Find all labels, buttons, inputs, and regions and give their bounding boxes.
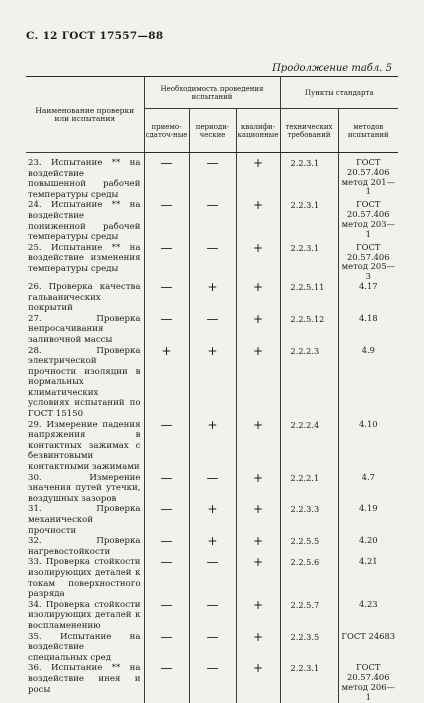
table-row: [26, 557, 398, 599]
cell-qualification: +: [236, 153, 280, 201]
cell-method: 4.18: [338, 314, 398, 346]
cell-method: ГОСТ 20.57.406 метод 201—1: [338, 153, 398, 201]
cell-method: 4.17: [338, 282, 398, 314]
cell-qualification: +: [236, 536, 280, 557]
row-name: 26. Проверка качества гальванических покрытий: [28, 281, 141, 314]
cell-clause: 2.2.2.4: [280, 420, 338, 473]
cell-acceptance: —: [144, 632, 189, 664]
cell-clause: 2.2.5.11: [280, 282, 338, 314]
cell-method: 4.19: [338, 504, 398, 536]
cell-acceptance: —: [144, 153, 189, 201]
cell-acceptance: —: [144, 200, 189, 242]
header-periodic: периоди-ческие: [189, 109, 236, 153]
cell-qualification: +: [236, 282, 280, 314]
cell-acceptance: —: [144, 282, 189, 314]
cell-method: 4.10: [338, 420, 398, 473]
cell-periodic: —: [189, 632, 236, 664]
cell-periodic: —: [189, 663, 236, 702]
cell-periodic: —: [189, 153, 236, 201]
cell-periodic: —: [189, 314, 236, 346]
row-name: 36. Испытание ** на воздействие инея и росы: [28, 663, 141, 695]
table-row: [26, 536, 398, 557]
cell-qualification: +: [236, 504, 280, 536]
row-name: 33. Проверка стойкости изолирующих деталей к токам поверхностного разряда: [28, 557, 141, 600]
cell-periodic: —: [189, 600, 236, 632]
header-test-methods: методов испытаний: [338, 109, 398, 153]
cell-acceptance: —: [144, 536, 189, 557]
cell-qualification: +: [236, 557, 280, 599]
cell-clause: 2.2.3.5: [280, 632, 338, 664]
header-acceptance: приемо-сдаточ-ные: [144, 109, 189, 153]
cell-periodic: +: [189, 504, 236, 536]
cell-acceptance: —: [144, 473, 189, 505]
cell-method: ГОСТ 20.57.406 метод 206—1: [338, 663, 398, 702]
table-row: [26, 346, 398, 420]
cell-method: ГОСТ 20.57.406 метод 203—1: [338, 200, 398, 242]
table-row: [26, 632, 398, 664]
cell-periodic: —: [189, 557, 236, 599]
header-qualification: квалифи-кационные: [236, 109, 280, 153]
cell-clause: 2.2.5.7: [280, 600, 338, 632]
table-row: [26, 243, 398, 282]
cell-clause: 2.2.3.1: [280, 243, 338, 282]
cell-method: 4.7: [338, 473, 398, 505]
row-name: 27. Проверка непросачивания заливочной массы: [28, 313, 141, 345]
table-row: [26, 282, 398, 314]
header-necessity: Необходимость проведения испытаний: [144, 77, 280, 109]
cell-acceptance: —: [144, 420, 189, 473]
table-row: [26, 504, 398, 536]
cell-method: 4.21: [338, 557, 398, 599]
row-name: 35. Испытание на воздействие специальных сред: [28, 631, 141, 663]
cell-acceptance: —: [144, 557, 189, 599]
row-name: 24. Испытание ** на воздействие пониженной рабочей температуры среды: [28, 200, 141, 243]
cell-acceptance: +: [144, 346, 189, 420]
header-clauses: Пункты стандарта: [280, 77, 398, 109]
table-row: [26, 600, 398, 632]
cell-periodic: —: [189, 200, 236, 242]
cell-qualification: +: [236, 600, 280, 632]
cell-qualification: +: [236, 243, 280, 282]
cell-clause: 2.2.2.1: [280, 473, 338, 505]
row-name: 30. Измерение значения путей утечки, воздушных зазоров: [28, 472, 141, 504]
row-name: 25. Испытание ** на воздействие изменения температуры среды: [28, 242, 141, 274]
cell-method: 4.20: [338, 536, 398, 557]
cell-qualification: +: [236, 663, 280, 702]
cell-periodic: +: [189, 420, 236, 473]
table-row: [26, 473, 398, 505]
cell-method: ГОСТ 24683: [338, 632, 398, 664]
cell-clause: 2.2.3.1: [280, 200, 338, 242]
cell-clause: 2.2.5.6: [280, 557, 338, 599]
cell-acceptance: —: [144, 314, 189, 346]
page-header: С. 12 ГОСТ 17557—88: [26, 30, 164, 42]
cell-clause: 2.2.5.5: [280, 536, 338, 557]
table-continuation-caption: Продолжение табл. 5: [272, 63, 392, 74]
table-row: [26, 153, 398, 201]
header-tech-requirements: технических требований: [280, 109, 338, 153]
row-name: 29. Измерение падения напряжения в контактных зажимах с безвинтовыми контактными зажимами: [28, 419, 141, 473]
row-name: 31. Проверка механической прочности: [28, 504, 141, 536]
cell-method: 4.9: [338, 346, 398, 420]
cell-periodic: —: [189, 243, 236, 282]
cell-qualification: +: [236, 200, 280, 242]
row-name: 32. Проверка нагревостойкости: [28, 536, 141, 557]
cell-acceptance: —: [144, 243, 189, 282]
cell-periodic: +: [189, 536, 236, 557]
cell-clause: 2.2.2.3: [280, 346, 338, 420]
test-table: [26, 76, 398, 703]
cell-method: 4.23: [338, 600, 398, 632]
cell-clause: 2.2.3.3: [280, 504, 338, 536]
table-row: [26, 314, 398, 346]
cell-periodic: +: [189, 282, 236, 314]
cell-qualification: +: [236, 346, 280, 420]
cell-qualification: +: [236, 314, 280, 346]
cell-clause: 2.2.3.1: [280, 663, 338, 702]
cell-qualification: +: [236, 632, 280, 664]
header-name: Наименование проверки или испытания: [26, 77, 144, 153]
cell-method: ГОСТ 20.57.406 метод 205—3: [338, 243, 398, 282]
cell-clause: 2.2.3.1: [280, 153, 338, 201]
cell-periodic: —: [189, 473, 236, 505]
cell-clause: 2.2.5.12: [280, 314, 338, 346]
cell-acceptance: —: [144, 600, 189, 632]
cell-periodic: +: [189, 346, 236, 420]
table-row: [26, 420, 398, 473]
table-row: [26, 200, 398, 242]
table-row: [26, 663, 398, 702]
cell-acceptance: —: [144, 663, 189, 702]
cell-qualification: +: [236, 473, 280, 505]
cell-acceptance: —: [144, 504, 189, 536]
row-name: 34. Проверка стойкости изолирующих деталей к воспламенению: [28, 599, 141, 631]
row-name: 28. Проверка электрической прочности изоляции в нормальных климатических условиях испытаний по ГОСТ 15150: [28, 345, 141, 420]
row-name: 23. Испытание ** на воздействие повышенной рабочей температуры среды: [28, 158, 141, 200]
cell-qualification: +: [236, 420, 280, 473]
